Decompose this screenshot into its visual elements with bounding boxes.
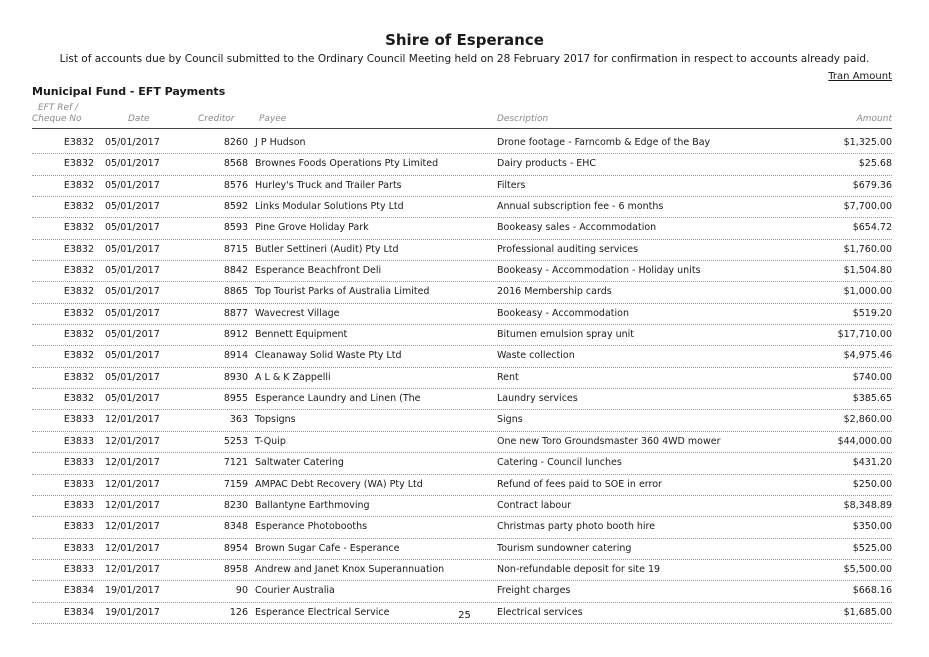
table-row <box>32 539 892 560</box>
table-row <box>32 325 892 346</box>
cell-date: 12/01/2017 <box>105 563 160 575</box>
cell-amount: $519.20 <box>852 307 892 319</box>
cell-creditor: 8955 <box>223 393 248 405</box>
cell-amount: $2,860.00 <box>843 414 892 426</box>
cell-payee: Topsigns <box>255 414 296 426</box>
cell-amount: $1,760.00 <box>843 243 892 255</box>
cell-ref: E3833 <box>63 414 94 426</box>
cell-creditor: 8592 <box>223 201 248 213</box>
cell-creditor: 7159 <box>223 478 248 490</box>
cell-description: Dairy products - EHC <box>497 158 597 170</box>
cell-ref: E3832 <box>63 243 94 255</box>
table-row <box>32 560 892 581</box>
cell-amount: $350.00 <box>852 521 892 533</box>
header-creditor: Creditor <box>198 114 235 124</box>
cell-amount: $385.65 <box>852 393 892 405</box>
cell-creditor: 8954 <box>223 542 248 554</box>
cell-payee: Hurley's Truck and Trailer Parts <box>255 179 402 191</box>
header-payee: Payee <box>259 114 287 124</box>
cell-payee: Courier Australia <box>255 585 335 597</box>
cell-description: Tourism sundowner catering <box>497 542 632 554</box>
cell-description: Freight charges <box>497 585 571 597</box>
cell-payee: Ballantyne Earthmoving <box>255 499 370 511</box>
cell-creditor: 8715 <box>223 243 248 255</box>
cell-amount: $1,325.00 <box>843 137 892 148</box>
cell-creditor: 8912 <box>223 329 248 341</box>
cell-payee: Links Modular Solutions Pty Ltd <box>255 201 404 213</box>
cell-payee: AMPAC Debt Recovery (WA) Pty Ltd <box>255 478 423 490</box>
cell-date: 12/01/2017 <box>105 542 160 554</box>
cell-amount: $431.20 <box>852 457 892 469</box>
cell-description: 2016 Membership cards <box>497 286 612 298</box>
cell-date: 05/01/2017 <box>105 371 160 383</box>
cell-payee: Wavecrest Village <box>255 307 340 319</box>
header-divider <box>32 128 892 129</box>
cell-description: Bookeasy sales - Accommodation <box>497 222 657 234</box>
cell-amount: $740.00 <box>852 371 892 383</box>
cell-date: 05/01/2017 <box>105 307 160 319</box>
page-subtitle: List of accounts due by Council submitted to the Ordinary Council Meeting held on 28 February 2017 for confirmation in respect to accounts already paid. <box>59 53 870 65</box>
cell-date: 05/01/2017 <box>105 137 160 148</box>
cell-date: 05/01/2017 <box>105 265 160 277</box>
cell-date: 05/01/2017 <box>105 179 160 191</box>
cell-ref: E3833 <box>63 499 94 511</box>
cell-description: Bitumen emulsion spray unit <box>497 329 634 341</box>
cell-amount: $7,700.00 <box>843 201 892 213</box>
table-row <box>32 218 892 239</box>
payments-table <box>32 133 892 624</box>
cell-creditor: 8842 <box>223 265 248 277</box>
cell-ref: E3833 <box>63 542 94 554</box>
header-amount: Amount <box>856 114 892 124</box>
header-ref-line2: Cheque No <box>32 114 82 124</box>
cell-ref: E3833 <box>63 435 94 447</box>
cell-amount: $4,975.46 <box>843 350 892 362</box>
cell-creditor: 8568 <box>223 158 248 170</box>
cell-ref: E3832 <box>63 201 94 213</box>
cell-ref: E3832 <box>63 286 94 298</box>
cell-date: 12/01/2017 <box>105 521 160 533</box>
table-row <box>32 154 892 175</box>
table-row <box>32 304 892 325</box>
cell-payee: Cleanaway Solid Waste Pty Ltd <box>255 350 402 362</box>
cell-description: Contract labour <box>497 499 572 511</box>
cell-date: 05/01/2017 <box>105 222 160 234</box>
cell-creditor: 8593 <box>223 222 248 234</box>
table-row <box>32 453 892 474</box>
cell-payee: Saltwater Catering <box>255 457 344 469</box>
cell-description: Filters <box>497 179 526 191</box>
page-number: 25 <box>458 610 471 621</box>
cell-date: 05/01/2017 <box>105 286 160 298</box>
cell-date: 12/01/2017 <box>105 435 160 447</box>
cell-payee: Bennett Equipment <box>255 329 348 341</box>
cell-payee: Esperance Electrical Service <box>255 606 390 618</box>
table-row <box>32 197 892 218</box>
cell-description: Bookeasy - Accommodation - Holiday units <box>497 265 701 277</box>
cell-date: 12/01/2017 <box>105 478 160 490</box>
cell-description: Non-refundable deposit for site 19 <box>497 563 661 575</box>
table-row <box>32 282 892 303</box>
cell-ref: E3832 <box>63 265 94 277</box>
cell-creditor: 8958 <box>223 563 248 575</box>
cell-amount: $668.16 <box>852 585 892 597</box>
cell-payee: Brownes Foods Operations Pty Limited <box>255 158 439 170</box>
cell-amount: $679.36 <box>852 179 892 191</box>
cell-ref: E3833 <box>63 521 94 533</box>
cell-date: 05/01/2017 <box>105 243 160 255</box>
page-title: Shire of Esperance <box>385 31 544 49</box>
cell-creditor: 8348 <box>223 521 248 533</box>
cell-amount: $25.68 <box>858 158 892 170</box>
cell-payee: Esperance Laundry and Linen (The <box>255 393 421 405</box>
cell-description: One new Toro Groundsmaster 360 4WD mower <box>497 435 721 447</box>
cell-date: 05/01/2017 <box>105 393 160 405</box>
cell-date: 05/01/2017 <box>105 201 160 213</box>
cell-creditor: 90 <box>235 585 248 597</box>
cell-date: 19/01/2017 <box>105 585 160 597</box>
cell-ref: E3832 <box>63 329 94 341</box>
table-row <box>32 261 892 282</box>
cell-description: Rent <box>497 371 519 383</box>
cell-payee: Pine Grove Holiday Park <box>255 222 369 234</box>
table-row <box>32 496 892 517</box>
cell-description: Bookeasy - Accommodation <box>497 307 629 319</box>
cell-ref: E3832 <box>63 158 94 170</box>
cell-ref: E3832 <box>63 307 94 319</box>
cell-creditor: 126 <box>229 606 248 618</box>
header-ref-line1: EFT Ref / <box>38 103 79 113</box>
cell-amount: $5,500.00 <box>843 563 892 575</box>
cell-amount: $1,000.00 <box>843 286 892 298</box>
cell-payee: Brown Sugar Cafe - Esperance <box>255 542 400 554</box>
cell-ref: E3833 <box>63 478 94 490</box>
cell-amount: $525.00 <box>852 542 892 554</box>
table-row <box>32 517 892 538</box>
table-row <box>32 432 892 453</box>
table-row <box>32 475 892 496</box>
cell-date: 05/01/2017 <box>105 158 160 170</box>
cell-creditor: 8260 <box>223 137 248 148</box>
cell-payee: Andrew and Janet Knox Superannuation <box>255 563 445 575</box>
cell-ref: E3832 <box>63 371 94 383</box>
cell-description: Laundry services <box>497 393 578 405</box>
cell-description: Catering - Council lunches <box>497 457 622 469</box>
cell-date: 19/01/2017 <box>105 606 160 618</box>
cell-creditor: 363 <box>229 414 248 426</box>
cell-ref: E3832 <box>63 393 94 405</box>
cell-amount: $17,710.00 <box>837 329 892 341</box>
cell-creditor: 8877 <box>223 307 248 319</box>
cell-amount: $1,504.80 <box>843 265 892 277</box>
cell-creditor: 8576 <box>223 179 248 191</box>
cell-description: Professional auditing services <box>497 243 639 255</box>
cell-creditor: 8914 <box>223 350 248 362</box>
cell-description: Waste collection <box>497 350 575 362</box>
table-row <box>32 346 892 367</box>
cell-date: 12/01/2017 <box>105 457 160 469</box>
cell-date: 12/01/2017 <box>105 414 160 426</box>
tran-amount-label: Tran Amount <box>828 71 892 82</box>
cell-creditor: 7121 <box>223 457 248 469</box>
cell-description: Refund of fees paid to SOE in error <box>497 478 662 490</box>
cell-ref: E3832 <box>63 179 94 191</box>
header-description: Description <box>497 114 549 124</box>
cell-payee: Top Tourist Parks of Australia Limited <box>255 286 430 298</box>
cell-ref: E3834 <box>63 606 94 618</box>
cell-amount: $8,348.89 <box>843 499 892 511</box>
cell-payee: Esperance Photobooths <box>255 521 368 533</box>
section-title: Municipal Fund - EFT Payments <box>32 85 226 98</box>
cell-payee: A L & K Zappelli <box>255 371 331 383</box>
cell-payee: Esperance Beachfront Deli <box>255 265 382 277</box>
table-row <box>32 410 892 431</box>
table-row <box>32 133 892 154</box>
cell-creditor: 8230 <box>223 499 248 511</box>
cell-description: Christmas party photo booth hire <box>497 521 656 533</box>
cell-amount: $1,685.00 <box>843 606 892 618</box>
cell-ref: E3833 <box>63 563 94 575</box>
cell-ref: E3834 <box>63 585 94 597</box>
table-row <box>32 240 892 261</box>
cell-description: Electrical services <box>497 606 583 618</box>
cell-date: 12/01/2017 <box>105 499 160 511</box>
cell-amount: $250.00 <box>852 478 892 490</box>
cell-description: Drone footage - Farncomb & Edge of the Bay <box>497 137 711 148</box>
cell-date: 05/01/2017 <box>105 329 160 341</box>
table-row <box>32 581 892 602</box>
cell-creditor: 5253 <box>223 435 248 447</box>
cell-date: 05/01/2017 <box>105 350 160 362</box>
cell-ref: E3832 <box>63 137 94 148</box>
cell-amount: $654.72 <box>852 222 892 234</box>
cell-payee: T-Quip <box>255 435 286 447</box>
table-row <box>32 368 892 389</box>
cell-payee: J P Hudson <box>255 137 306 148</box>
header-date: Date <box>128 114 150 124</box>
cell-creditor: 8865 <box>223 286 248 298</box>
cell-creditor: 8930 <box>223 371 248 383</box>
cell-description: Annual subscription fee - 6 months <box>497 201 664 213</box>
table-row <box>32 389 892 410</box>
cell-payee: Butler Settineri (Audit) Pty Ltd <box>255 243 399 255</box>
cell-amount: $44,000.00 <box>837 435 892 447</box>
cell-ref: E3832 <box>63 222 94 234</box>
cell-ref: E3833 <box>63 457 94 469</box>
cell-description: Signs <box>497 414 523 426</box>
cell-ref: E3832 <box>63 350 94 362</box>
table-row <box>32 176 892 197</box>
